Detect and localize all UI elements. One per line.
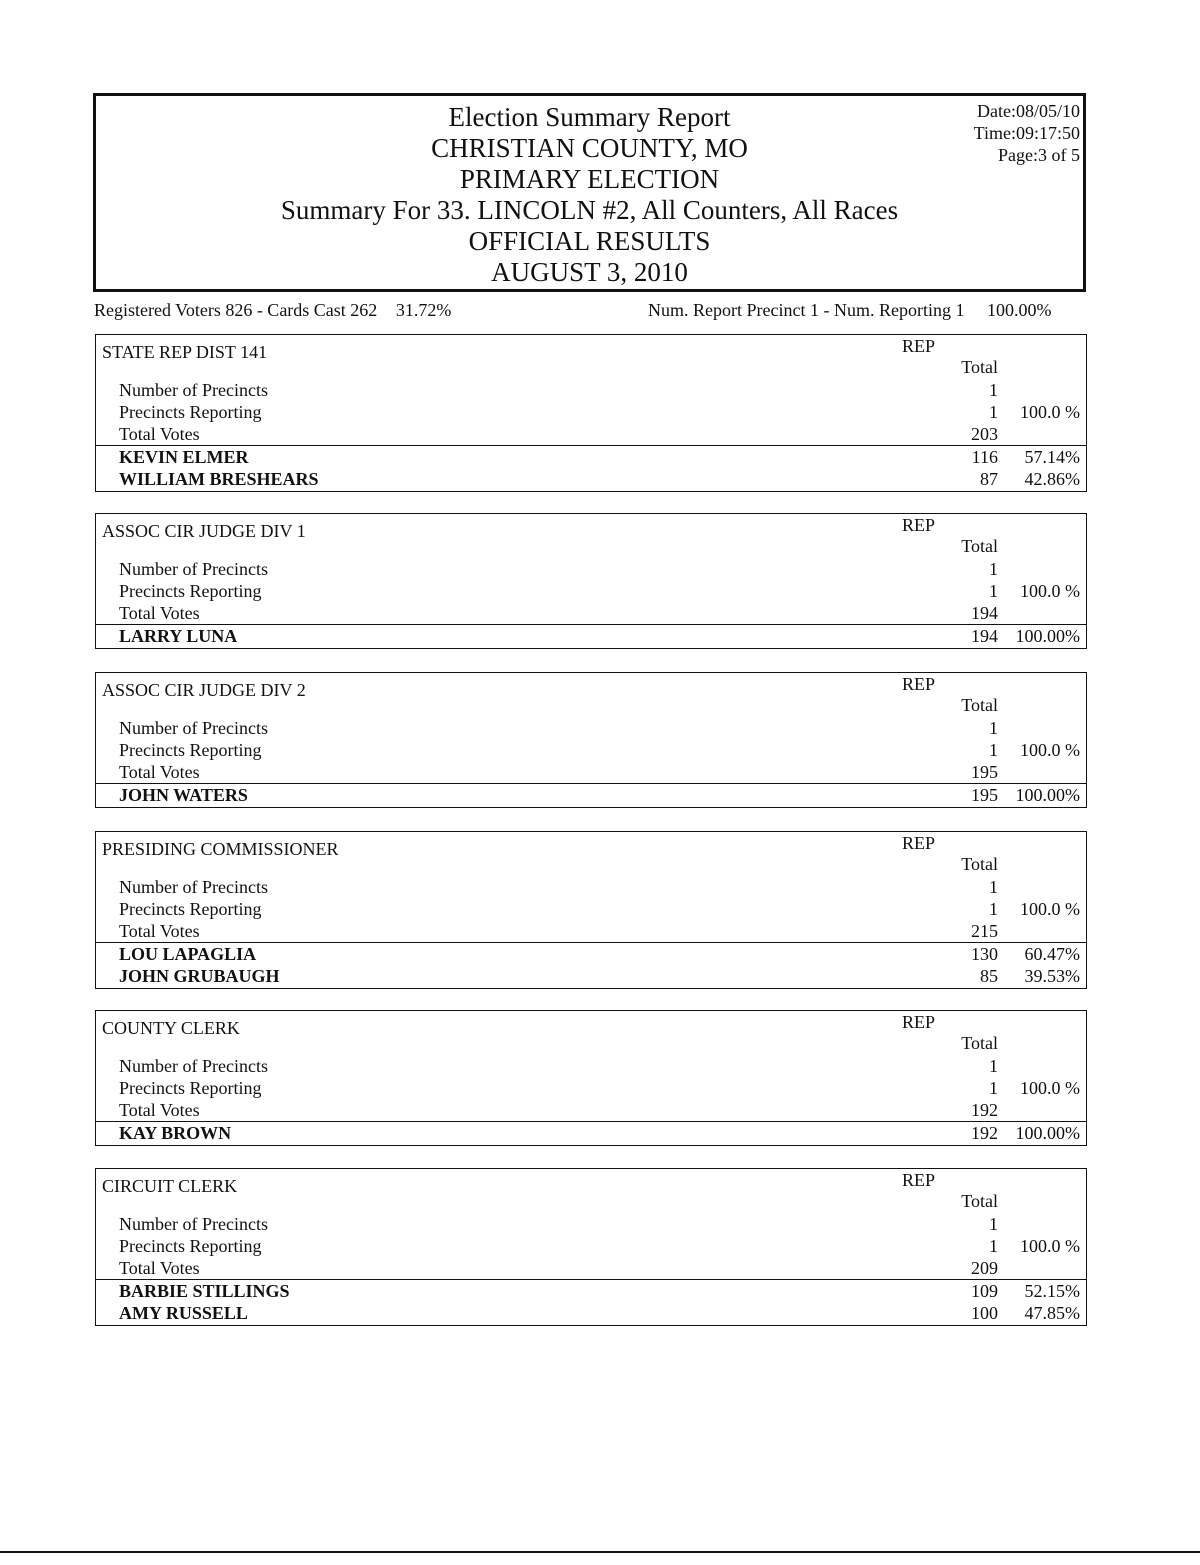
candidate-votes: 192 [971, 1123, 998, 1143]
candidate-percent: 57.14% [1024, 447, 1080, 467]
candidate-name: LOU LAPAGLIA [119, 944, 257, 964]
total-column-label: Total [961, 536, 998, 556]
total-votes-row [96, 1258, 1086, 1280]
race-box [95, 1168, 1087, 1326]
report-meta [974, 100, 1080, 166]
total-column-label: Total [961, 695, 998, 715]
candidate-divider [96, 1279, 1086, 1280]
total-column-label: Total [961, 1191, 998, 1211]
total-column-label: Total [961, 357, 998, 377]
precincts-row [96, 380, 1086, 402]
election-date: AUGUST 3, 2010 [491, 257, 688, 287]
total-votes-label: Total Votes [119, 424, 200, 444]
total-votes-row [96, 921, 1086, 943]
registered-voters-summary [94, 300, 451, 321]
report-header [93, 93, 1086, 292]
total-column-label: Total [961, 854, 998, 874]
candidate-percent: 100.00% [1015, 626, 1080, 646]
candidate-row [96, 966, 1086, 988]
precincts-label: Number of Precincts [119, 559, 268, 579]
reporting-percent: 100.0 % [1020, 581, 1080, 601]
party-label: REP [902, 336, 936, 356]
candidate-percent: 39.53% [1024, 966, 1080, 986]
race-box [95, 831, 1087, 989]
candidate-row [96, 447, 1086, 469]
total-header-row [96, 357, 1086, 379]
candidate-votes: 195 [971, 785, 998, 805]
candidate-votes: 85 [980, 966, 998, 986]
precincts-row [96, 1056, 1086, 1078]
reporting-label: Precincts Reporting [119, 1078, 262, 1098]
candidate-votes: 100 [971, 1303, 998, 1323]
report-time: Time:09:17:50 [973, 123, 1080, 143]
candidate-row [96, 626, 1086, 648]
party-label: REP [902, 515, 936, 535]
candidate-votes: 194 [971, 626, 998, 646]
total-header-row [96, 854, 1086, 876]
precincts-row [96, 559, 1086, 581]
total-votes-label: Total Votes [119, 603, 200, 623]
reporting-value: 1 [989, 1236, 998, 1256]
reporting-value: 1 [989, 402, 998, 422]
candidate-divider [96, 1121, 1086, 1122]
reporting-label: Precincts Reporting [119, 740, 262, 760]
total-column-label: Total [961, 1033, 998, 1053]
party-label: REP [902, 833, 936, 853]
total-votes-label: Total Votes [119, 1100, 200, 1120]
total-votes-value: 195 [971, 762, 998, 782]
candidate-row [96, 785, 1086, 807]
candidate-percent: 100.00% [1015, 1123, 1080, 1143]
reporting-percent: 100.0 % [1020, 1078, 1080, 1098]
precinct-reporting-summary [648, 300, 1051, 321]
precincts-row [96, 1214, 1086, 1236]
reporting-value: 1 [989, 1078, 998, 1098]
total-votes-value: 192 [971, 1100, 998, 1120]
race-box [95, 334, 1087, 492]
precincts-row [96, 877, 1086, 899]
page-bottom-rule [0, 1551, 1200, 1553]
reporting-label: Precincts Reporting [119, 402, 262, 422]
precinct-reporting-percent: 100.00% [986, 300, 1052, 320]
candidate-percent: 42.86% [1024, 469, 1080, 489]
results-status: OFFICIAL RESULTS [468, 226, 711, 256]
precincts-label: Number of Precincts [119, 718, 268, 738]
candidate-divider [96, 942, 1086, 943]
candidate-name: JOHN GRUBAUGH [119, 966, 280, 986]
reporting-percent: 100.0 % [1020, 899, 1080, 919]
reporting-percent: 100.0 % [1020, 740, 1080, 760]
precincts-value: 1 [989, 877, 998, 897]
candidate-divider [96, 783, 1086, 784]
race-title: COUNTY CLERK [102, 1018, 240, 1038]
candidate-name: WILLIAM BRESHEARS [119, 469, 319, 489]
total-votes-label: Total Votes [119, 762, 200, 782]
precincts-value: 1 [989, 1214, 998, 1234]
reporting-row [96, 1078, 1086, 1100]
total-votes-value: 194 [971, 603, 998, 623]
precinct-summary: Summary For 33. LINCOLN #2, All Counters, All Races [280, 195, 899, 225]
page-number: Page:3 of 5 [998, 145, 1080, 165]
candidate-name: LARRY LUNA [119, 626, 238, 646]
party-label: REP [902, 1170, 936, 1190]
candidate-name: BARBIE STILLINGS [119, 1281, 290, 1301]
total-header-row [96, 695, 1086, 717]
candidate-row [96, 944, 1086, 966]
reporting-row [96, 581, 1086, 603]
precincts-value: 1 [989, 1056, 998, 1076]
reporting-row [96, 1236, 1086, 1258]
total-votes-label: Total Votes [119, 921, 200, 941]
reporting-label: Precincts Reporting [119, 899, 262, 919]
candidate-percent: 52.15% [1024, 1281, 1080, 1301]
race-title: STATE REP DIST 141 [102, 342, 268, 362]
reporting-label: Precincts Reporting [119, 581, 262, 601]
precinct-reporting-text: Num. Report Precinct 1 - Num. Reporting 1 [648, 300, 965, 320]
total-header-row [96, 1191, 1086, 1213]
total-votes-value: 203 [971, 424, 998, 444]
race-title: ASSOC CIR JUDGE DIV 1 [102, 521, 306, 541]
race-title: PRESIDING COMMISSIONER [102, 839, 339, 859]
race-title: CIRCUIT CLERK [102, 1176, 238, 1196]
candidate-percent: 100.00% [1015, 785, 1080, 805]
reporting-value: 1 [989, 899, 998, 919]
precincts-value: 1 [989, 380, 998, 400]
candidate-row [96, 1303, 1086, 1325]
total-votes-value: 209 [971, 1258, 998, 1278]
total-header-row [96, 536, 1086, 558]
reporting-row [96, 899, 1086, 921]
reporting-row [96, 740, 1086, 762]
report-title: Election Summary Report [448, 102, 731, 132]
precincts-label: Number of Precincts [119, 1214, 268, 1234]
precincts-label: Number of Precincts [119, 877, 268, 897]
candidate-name: KAY BROWN [119, 1123, 232, 1143]
turnout-percent: 31.72% [395, 300, 452, 320]
election-name: PRIMARY ELECTION [459, 164, 720, 194]
precincts-label: Number of Precincts [119, 1056, 268, 1076]
candidate-votes: 87 [980, 469, 998, 489]
precincts-label: Number of Precincts [119, 380, 268, 400]
candidate-name: KEVIN ELMER [119, 447, 249, 467]
report-title-block [96, 102, 1083, 288]
reporting-percent: 100.0 % [1020, 1236, 1080, 1256]
candidate-divider [96, 445, 1086, 446]
candidate-votes: 109 [971, 1281, 998, 1301]
total-votes-row [96, 762, 1086, 784]
reporting-value: 1 [989, 740, 998, 760]
candidate-row [96, 1123, 1086, 1145]
total-votes-row [96, 1100, 1086, 1122]
race-box [95, 1010, 1087, 1146]
candidate-row [96, 469, 1086, 491]
total-votes-label: Total Votes [119, 1258, 200, 1278]
party-label: REP [902, 674, 936, 694]
county-name: CHRISTIAN COUNTY, MO [431, 133, 748, 163]
party-label: REP [902, 1012, 936, 1032]
reporting-percent: 100.0 % [1020, 402, 1080, 422]
total-votes-value: 215 [971, 921, 998, 941]
candidate-divider [96, 624, 1086, 625]
registered-voters-text: Registered Voters 826 - Cards Cast 262 [94, 300, 378, 320]
total-header-row [96, 1033, 1086, 1055]
reporting-label: Precincts Reporting [119, 1236, 262, 1256]
candidate-name: AMY RUSSELL [119, 1303, 248, 1323]
race-box [95, 513, 1087, 649]
report-date: Date:08/05/10 [977, 101, 1080, 121]
precincts-value: 1 [989, 559, 998, 579]
candidate-row [96, 1281, 1086, 1303]
reporting-value: 1 [989, 581, 998, 601]
total-votes-row [96, 603, 1086, 625]
candidate-percent: 60.47% [1024, 944, 1080, 964]
precincts-row [96, 718, 1086, 740]
precincts-value: 1 [989, 718, 998, 738]
candidate-percent: 47.85% [1024, 1303, 1080, 1323]
total-votes-row [96, 424, 1086, 446]
candidate-votes: 116 [971, 447, 998, 467]
candidate-votes: 130 [971, 944, 998, 964]
reporting-row [96, 402, 1086, 424]
candidate-name: JOHN WATERS [119, 785, 248, 805]
race-box [95, 672, 1087, 808]
race-title: ASSOC CIR JUDGE DIV 2 [102, 680, 306, 700]
